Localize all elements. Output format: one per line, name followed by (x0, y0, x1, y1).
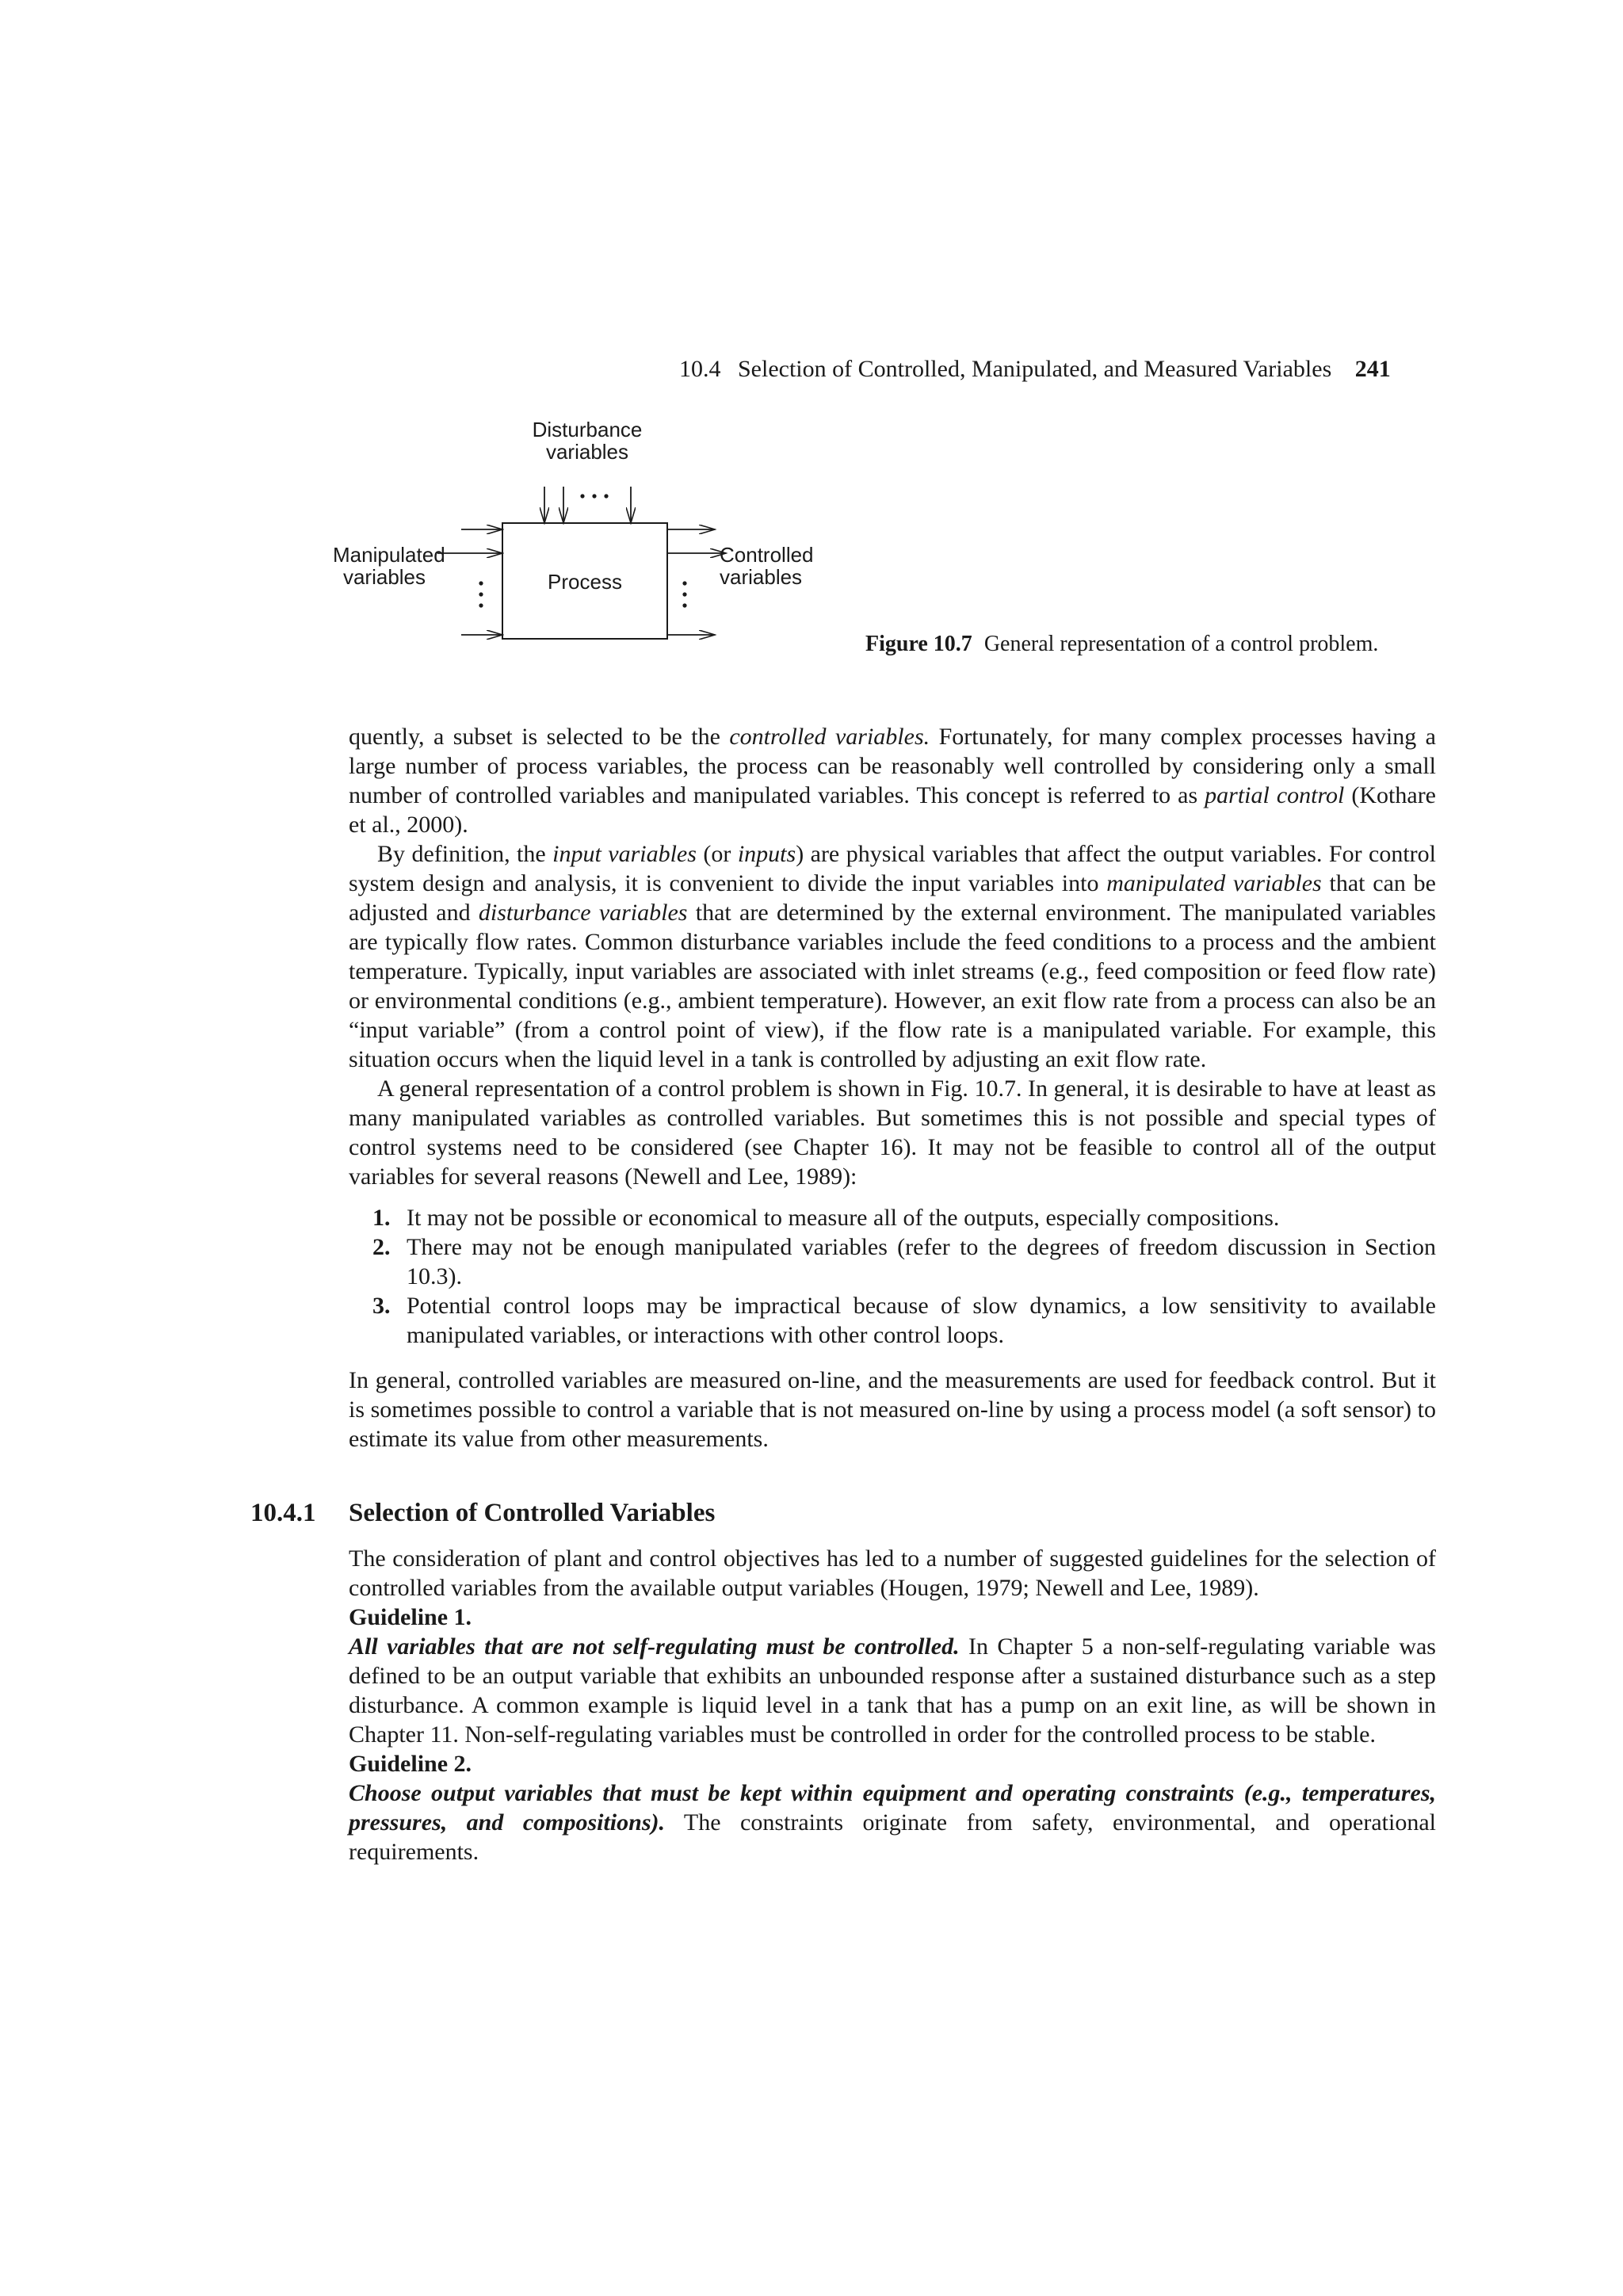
list-number: 1. (372, 1205, 391, 1231)
guideline-2-emphasis: Choose output variables that must be kept within equipment and operating constraints (e.g., temperatures, pressures, and compositions). (349, 1780, 1436, 1836)
controlled-dot (682, 592, 686, 596)
emphasis: disturbance variables (478, 900, 688, 926)
figure-caption-text: General representation of a control problem. (983, 632, 1379, 656)
text-run: (Kothare et al., 2000). (349, 782, 1436, 838)
list-text: Potential control loops may be impractical because of slow dynamics, a low sensitivity to available manipulated variables, or interactions with other control loops. (407, 1293, 1436, 1348)
list-number: 2. (372, 1234, 391, 1260)
guideline-1-body (349, 1632, 1436, 1749)
guideline-2-title: Guideline 2. (349, 1751, 472, 1777)
section-heading (250, 1497, 715, 1529)
paragraph (349, 839, 1436, 1074)
header-section-number: 10.4 (679, 356, 721, 382)
reasons-list (349, 1203, 1436, 1350)
figure-caption (865, 631, 1378, 658)
list-item (349, 1203, 1436, 1232)
disturbance-dot (592, 494, 596, 498)
emphasis: controlled variables. (729, 724, 930, 750)
main-body (349, 722, 1436, 1454)
figure-control-problem (333, 418, 840, 680)
section-number: 10.4.1 (250, 1499, 316, 1527)
guideline-1-emphasis: All variables that are not self-regulating must be controlled. (349, 1633, 960, 1660)
emphasis: partial control (1205, 782, 1345, 808)
guideline-1-text: In Chapter 5 a non-self-regulating variable was defined to be an output variable that exhibits an unbounded response after a sustained disturbance such as a step disturbance. A common example is liquid level in a tank that has a pump on an exit line, as will be shown in Chapter 11. Non-self-regulating variables must be controlled in order for the controlled process to be stable. (349, 1633, 1436, 1748)
guideline-2-text: The constraints originate from safety, environmental, and operational requirements. (349, 1809, 1436, 1865)
manipulated-dot (479, 592, 483, 596)
label-controlled-variables: Controlled variables (720, 543, 814, 589)
paragraph: A general representation of a control problem is shown in Fig. 10.7. In general, it is desirable to have at least as many manipulated variables as controlled variables. But sometimes this is not possible and special types of control systems need to be considered (see Chapter 16). It may not be feasible to control all of the output variables for several reasons (Newell and Lee, 1989): (349, 1075, 1436, 1190)
disturbance-dot (604, 494, 608, 498)
text-run: quently, a subset is selected to be the (349, 724, 730, 750)
paragraph: In general, controlled variables are measured on-line, and the measurements are used for feedback control. But it is sometimes possible to control a variable that is not measured on-line by using a process model (a soft sensor) to estimate its value from other measurements. (349, 1367, 1436, 1452)
text-run: By definition, the (377, 841, 553, 867)
header-section-title: Selection of Controlled, Manipulated, and Measured Variables (738, 356, 1332, 382)
paragraph (349, 722, 1436, 839)
section-body (349, 1544, 1436, 1866)
manipulated-dot (479, 581, 483, 585)
list-number: 3. (372, 1293, 391, 1319)
list-item (349, 1291, 1436, 1350)
list-item (349, 1232, 1436, 1291)
guideline-2-body (349, 1778, 1436, 1866)
controlled-dot (682, 603, 686, 607)
text-run: Fortunately, for many complex processes having a large number of process variables, the process can be reasonably well controlled by considering only a small number of controlled variables and manipulated variables. This concept is referred to as (349, 724, 1436, 808)
manipulated-dot (479, 603, 483, 607)
list-text: It may not be possible or economical to measure all of the outputs, especially compositions. (407, 1205, 1280, 1231)
text-run: that are determined by the external environment. The manipulated variables are typically flow rates. Common disturbance variables include the feed conditions to a process and the ambient temperature. Typically, input variables are associated with inlet streams (e.g., feed composition or feed flow rate) or environmental conditions (e.g., ambient temperature). However, an exit flow rate from a process can also be an “input variable” (from a control point of view), if the flow rate is a manipulated variable. For example, this situation occurs when the liquid level in a tank is controlled by adjusting an exit flow rate. (349, 900, 1436, 1072)
label-disturbance-variables: Disturbance variables (532, 418, 643, 464)
label-process: Process (548, 570, 622, 594)
figure-number: Figure 10.7 (865, 632, 972, 656)
text-run: (or (696, 841, 738, 867)
section-title: Selection of Controlled Variables (349, 1499, 716, 1527)
page-number: 241 (1354, 356, 1391, 382)
text-run: that can be adjusted and (349, 870, 1437, 926)
emphasis: inputs (737, 841, 796, 867)
text-run: ) are physical variables that affect the output variables. For control system design and analysis, it is convenient to divide the input variables into (349, 841, 1437, 896)
list-text: There may not be enough manipulated variables (refer to the degrees of freedom discussion in Section 10.3). (407, 1234, 1436, 1289)
controlled-dot (682, 581, 686, 585)
label-manipulated-variables: Manipulated variables (333, 543, 445, 589)
disturbance-dot (580, 494, 584, 498)
guideline-1-title: Guideline 1. (349, 1604, 472, 1630)
emphasis: manipulated variables (1106, 870, 1322, 896)
section-intro: The consideration of plant and control objectives has led to a number of suggested guidelines for the selection of controlled variables from the available output variables (Hougen, 1979; Newell and Lee, 1989). (349, 1545, 1436, 1601)
emphasis: input variables (552, 841, 697, 867)
running-header (679, 353, 1436, 385)
